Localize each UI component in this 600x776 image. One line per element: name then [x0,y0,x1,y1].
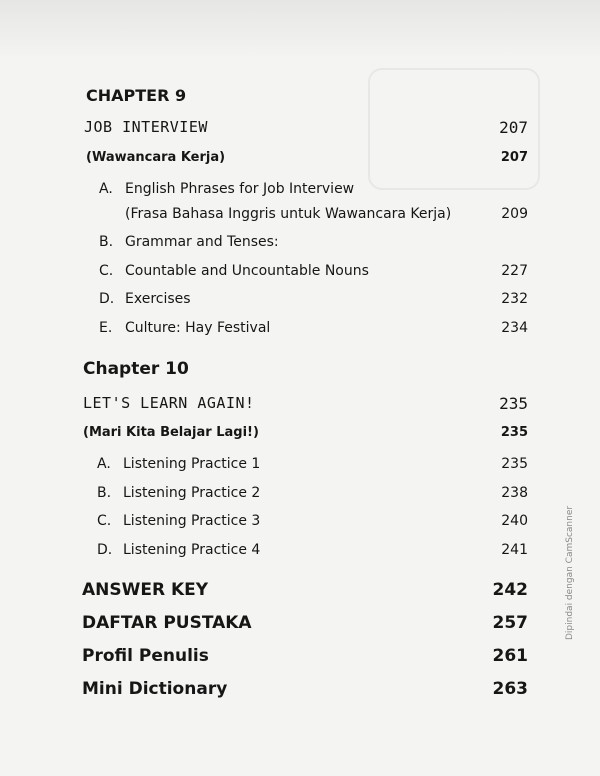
item-text: Listening Practice 3 [123,513,261,529]
toc-item [0,513,600,541]
toc-item [0,485,600,513]
section-row-profil-penulis [0,646,600,674]
chapter-subtitle-page: 207 [500,150,528,165]
item-letter: C. [97,513,112,529]
section-label: Mini Dictionary [82,679,228,699]
chapter-subtitle: (Mari Kita Belajar Lagi!) [83,425,259,440]
toc-item [0,320,600,348]
item-text: Countable and Uncountable Nouns [125,263,369,279]
chapter-subtitle: (Wawancara Kerja) [86,150,226,165]
item-page: 240 [501,513,528,529]
item-letter: B. [97,485,112,501]
item-letter: D. [99,291,115,307]
scanner-watermark: Dipindai dengan CamScanner [565,505,575,640]
item-page: 209 [501,206,528,222]
section-page: 261 [492,646,528,666]
toc-item-continuation [0,206,600,234]
item-letter: A. [99,181,113,197]
item-text: English Phrases for Job Interview [125,181,355,197]
chapter-title: JOB INTERVIEW [84,118,208,136]
chapter-9-title-row [0,118,600,146]
item-letter: A. [97,456,111,472]
chapter-title-page: 235 [499,394,528,413]
chapter-heading: CHAPTER 9 [86,86,187,105]
item-page: 234 [501,320,528,336]
item-letter: D. [97,542,113,558]
section-page: 257 [492,613,528,633]
chapter-9-heading-row [0,86,600,114]
item-page: 238 [501,485,528,501]
chapter-title: LET'S LEARN AGAIN! [83,394,255,412]
chapter-subtitle-page: 235 [500,425,528,440]
chapter-10-subtitle-row [0,425,600,453]
item-text: Culture: Hay Festival [125,320,271,336]
item-letter: E. [99,320,113,336]
section-label: ANSWER KEY [82,580,209,600]
item-text: Grammar and Tenses: [125,234,279,250]
item-page: 227 [501,263,528,279]
item-text: Exercises [125,291,191,307]
toc-item [0,456,600,484]
section-row-daftar-pustaka [0,613,600,641]
section-page: 242 [492,580,528,600]
toc-item [0,181,600,209]
item-text-2: (Frasa Bahasa Inggris untuk Wawancara Kerja) [125,206,452,222]
chapter-10-heading-row [0,359,600,387]
item-text: Listening Practice 4 [123,542,261,558]
section-page: 263 [492,679,528,699]
section-row-mini-dictionary [0,679,600,707]
item-text: Listening Practice 1 [123,456,261,472]
item-letter: C. [99,263,114,279]
toc-item [0,291,600,319]
toc-item [0,542,600,570]
item-page: 232 [501,291,528,307]
toc-item [0,263,600,291]
item-page: 235 [501,456,528,472]
item-text: Listening Practice 2 [123,485,261,501]
section-label: DAFTAR PUSTAKA [82,613,252,633]
chapter-10-title-row [0,394,600,422]
toc-item [0,234,600,262]
chapter-9-subtitle-row [0,150,600,178]
section-label: Profil Penulis [82,646,209,666]
page-bleed [0,0,600,60]
item-page: 241 [501,542,528,558]
item-letter: B. [99,234,114,250]
chapter-heading: Chapter 10 [83,359,189,379]
section-row-answer-key [0,580,600,608]
chapter-title-page: 207 [499,118,528,137]
